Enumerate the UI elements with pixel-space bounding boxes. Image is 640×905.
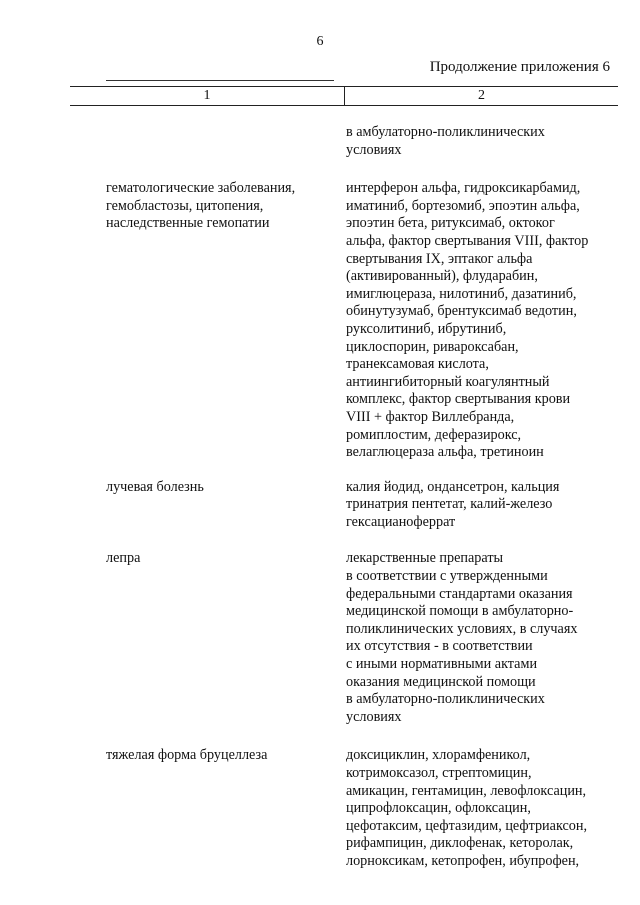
drugs-line: доксициклин, хлорамфеникол, bbox=[346, 747, 531, 764]
table-header-row bbox=[70, 86, 618, 106]
drugs-line: эпоэтин бета, ритуксимаб, октоког bbox=[346, 215, 555, 232]
condition-cell bbox=[106, 124, 342, 159]
table-row bbox=[0, 550, 640, 726]
condition-line: гемобластозы, цитопения, bbox=[106, 197, 264, 214]
table-row bbox=[0, 124, 640, 159]
drugs-cell bbox=[346, 124, 636, 159]
drugs-line: обинутузумаб, брентуксимаб ведотин, bbox=[346, 303, 577, 320]
drugs-line: ромиплостим, деферазирокс, bbox=[346, 426, 522, 443]
drugs-line: тринатрия пентетат, калий-железо bbox=[346, 496, 553, 513]
drugs-line: имиглюцераза, нилотиниб, дазатиниб, bbox=[346, 285, 577, 302]
drugs-line: альфа, фактор свертывания VIII, фактор bbox=[346, 232, 589, 249]
drugs-line: калия йодид, ондансетрон, кальция bbox=[346, 478, 560, 495]
drugs-line: транексамовая кислота, bbox=[346, 356, 489, 373]
drugs-line: условиях bbox=[346, 141, 402, 158]
drugs-cell bbox=[346, 479, 636, 532]
drugs-line: ципрофлоксацин, офлоксацин, bbox=[346, 800, 531, 817]
condition-cell bbox=[106, 747, 342, 870]
drugs-line: лорноксикам, кетопрофен, ибупрофен, bbox=[346, 852, 580, 869]
condition-line: тяжелая форма бруцеллеза bbox=[106, 747, 268, 764]
table-row bbox=[0, 747, 640, 870]
appendix-continuation-heading: Продолжение приложения 6 bbox=[429, 59, 610, 75]
table-row bbox=[0, 180, 640, 462]
drugs-line: лекарственные препараты bbox=[346, 550, 504, 567]
drugs-line: условиях bbox=[346, 708, 402, 725]
header-divider-line bbox=[106, 80, 334, 81]
drugs-line: в соответствии с утвержденными bbox=[346, 568, 548, 585]
condition-cell bbox=[106, 180, 342, 462]
column-header-2: 2 bbox=[478, 88, 485, 103]
drugs-line: велаглюцераза альфа, третиноин bbox=[346, 444, 544, 461]
condition-line: лепра bbox=[106, 550, 141, 567]
drugs-line: циклоспорин, ривароксабан, bbox=[346, 338, 519, 355]
drugs-line: комплекс, фактор свертывания крови bbox=[346, 391, 571, 408]
drugs-line: в амбулаторно-поликлинических bbox=[346, 124, 545, 140]
drugs-cell bbox=[346, 550, 636, 726]
column-header-1: 1 bbox=[70, 87, 345, 105]
table-body bbox=[0, 124, 640, 871]
table-row bbox=[0, 479, 640, 532]
page-number: 6 bbox=[316, 34, 324, 49]
drugs-line: медицинской помощи в амбулаторно- bbox=[346, 603, 574, 620]
condition-line: гематологические заболевания, bbox=[106, 180, 296, 197]
drugs-line: амикацин, гентамицин, левофлоксацин, bbox=[346, 782, 587, 799]
drugs-line: иматиниб, бортезомиб, эпоэтин альфа, bbox=[346, 197, 580, 214]
drugs-line: их отсутствия - в соответствии bbox=[346, 638, 533, 655]
drugs-cell bbox=[346, 180, 636, 462]
drugs-line: в амбулаторно-поликлинических bbox=[346, 691, 545, 708]
condition-cell bbox=[106, 479, 342, 532]
drugs-line: цефотаксим, цефтазидим, цефтриаксон, bbox=[346, 817, 588, 834]
drugs-line: интерферон альфа, гидроксикарбамид, bbox=[346, 180, 581, 197]
drugs-line: котримоксазол, стрептомицин, bbox=[346, 765, 532, 781]
drugs-line: оказания медицинской помощи bbox=[346, 673, 536, 690]
drugs-line: (активированный), флударабин, bbox=[346, 268, 538, 285]
condition-cell bbox=[106, 550, 342, 726]
condition-line: наследственные гемопатии bbox=[106, 215, 270, 232]
drugs-line: рифампицин, диклофенак, кеторолак, bbox=[346, 835, 574, 852]
drugs-line: руксолитиниб, ибрутиниб, bbox=[346, 320, 507, 337]
condition-line: лучевая болезнь bbox=[106, 478, 204, 495]
drugs-line: поликлинических условиях, в случаях bbox=[346, 620, 578, 637]
drugs-line: VIII + фактор Виллебранда, bbox=[346, 408, 515, 425]
drugs-line: федеральными стандартами оказания bbox=[346, 585, 573, 602]
drugs-line: антиингибиторный коагулянтный bbox=[346, 373, 550, 390]
drugs-line: с иными нормативными актами bbox=[346, 656, 538, 673]
drugs-line: свертывания IX, эптаког альфа bbox=[346, 250, 533, 267]
drugs-line: гексацианоферрат bbox=[346, 513, 456, 530]
drugs-cell bbox=[346, 747, 636, 870]
